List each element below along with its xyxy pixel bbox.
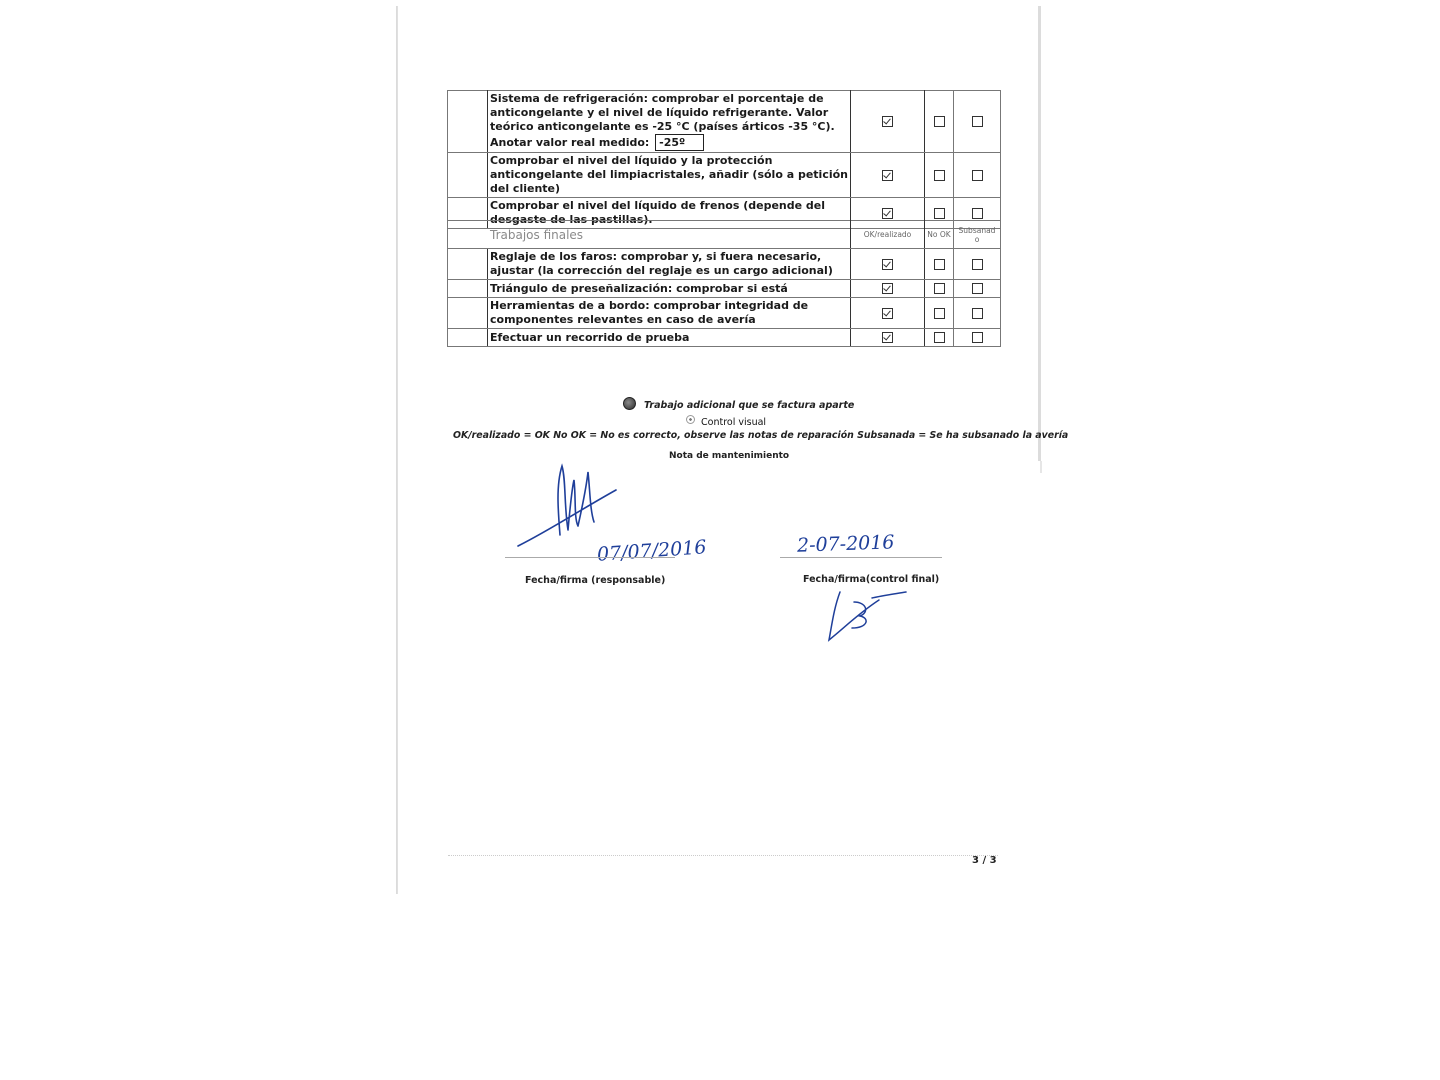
column-header-subsanado: Subsanad o <box>954 221 1001 249</box>
ok-checkbox[interactable] <box>882 208 893 219</box>
column-header-not-ok: No OK <box>925 221 954 249</box>
footer-divider <box>448 855 998 856</box>
subsanado-checkbox[interactable] <box>972 283 983 294</box>
table-row <box>448 298 1001 329</box>
ok-checkbox[interactable] <box>882 283 893 294</box>
subsanado-checkbox[interactable] <box>972 259 983 270</box>
signature-line-final-control <box>780 557 942 558</box>
table-row <box>448 153 1001 198</box>
not-ok-checkbox[interactable] <box>934 116 945 127</box>
row-text: Comprobar el nivel del líquido de frenos (depende del desgaste de las pastillas). <box>488 198 851 229</box>
not-ok-checkbox[interactable] <box>934 283 945 294</box>
not-ok-checkbox[interactable] <box>934 208 945 219</box>
signature-line-responsible <box>505 557 675 558</box>
final-control-date: 2-07-2016 <box>796 531 895 557</box>
row-text: Reglaje de los faros: comprobar y, si fuera necesario, ajustar (la corrección del reglaje es un cargo adicional) <box>488 249 851 280</box>
legend-explanation: OK/realizado = OK No OK = No es correcto, observe las notas de reparación Subsanada = Se ha subsanado la avería <box>453 430 1069 441</box>
responsible-date: 07/07/2016 <box>596 536 708 566</box>
subsanado-checkbox[interactable] <box>972 332 983 343</box>
measured-value: -25º <box>655 134 704 151</box>
not-ok-checkbox[interactable] <box>934 259 945 270</box>
signature-responsible <box>510 460 630 555</box>
ok-checkbox[interactable] <box>882 170 893 181</box>
ok-checkbox[interactable] <box>882 116 893 127</box>
table-row <box>448 280 1001 298</box>
maintenance-note-heading: Nota de mantenimiento <box>669 451 790 461</box>
section-title: Trabajos finales <box>448 221 851 249</box>
visual-control-bullet-icon <box>686 415 695 424</box>
subsanado-checkbox[interactable] <box>972 308 983 319</box>
not-ok-checkbox[interactable] <box>934 308 945 319</box>
responsible-label: Fecha/firma (responsable) <box>525 575 666 586</box>
not-ok-checkbox[interactable] <box>934 332 945 343</box>
row-text: Comprobar el nivel del líquido y la protección anticongelante del limpiacristales, añadir (sólo a petición del cliente) <box>488 153 851 198</box>
legend-extra-work: Trabajo adicional que se factura aparte <box>644 400 855 411</box>
row-text: Herramientas de a bordo: comprobar integridad de componentes relevantes en caso de avería <box>488 298 851 329</box>
row-text: Efectuar un recorrido de prueba <box>488 329 851 347</box>
ok-checkbox[interactable] <box>882 308 893 319</box>
table-row <box>448 329 1001 347</box>
extra-work-bullet-icon <box>623 397 636 410</box>
checklist-table-cooling <box>447 90 1001 229</box>
ok-checkbox[interactable] <box>882 259 893 270</box>
row-text: Triángulo de preseñalización: comprobar si está <box>488 280 851 298</box>
table-header-row <box>448 221 1001 249</box>
signature-final-control <box>824 588 914 644</box>
subsanado-checkbox[interactable] <box>972 116 983 127</box>
row-text: Sistema de refrigeración: comprobar el porcentaje de anticongelante y el nivel de líquido refrigerante. Valor teórico anticongelante es -25 °C (países árticos -35 °C). Anotar valor real medido: <box>490 92 835 149</box>
column-header-ok: OK/realizado <box>851 221 925 249</box>
subsanado-checkbox[interactable] <box>972 208 983 219</box>
final-control-label: Fecha/firma(control final) <box>803 574 940 585</box>
not-ok-checkbox[interactable] <box>934 170 945 181</box>
table-row <box>448 91 1001 153</box>
table-row <box>448 249 1001 280</box>
ok-checkbox[interactable] <box>882 332 893 343</box>
page-edge <box>1038 6 1041 461</box>
page-number: 3 / 3 <box>972 855 997 866</box>
page-edge <box>1040 461 1042 473</box>
subsanado-checkbox[interactable] <box>972 170 983 181</box>
legend-visual-control: Control visual <box>701 417 767 428</box>
checklist-table-final-works <box>447 220 1001 347</box>
